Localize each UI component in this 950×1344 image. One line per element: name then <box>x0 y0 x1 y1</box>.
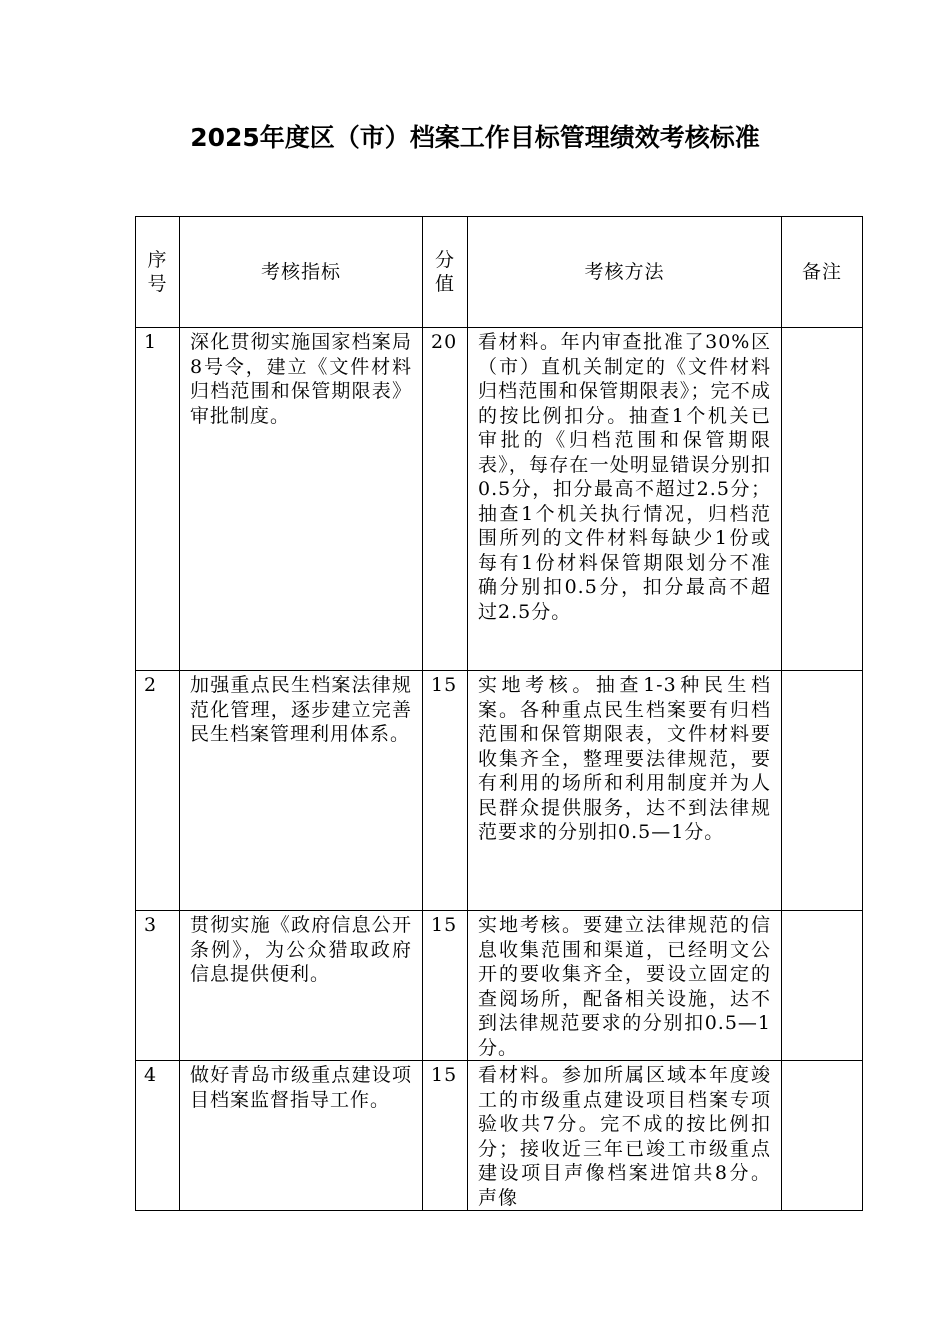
row-score: 20 <box>423 328 468 671</box>
row-score: 15 <box>423 671 468 911</box>
header-note: 备注 <box>782 217 863 328</box>
row-method: 看材料。参加所属区域本年度竣工的市级重点建设项目档案专项验收共7分。完不成的按比例扣分；接收近三年已竣工市级重点建设项目声像档案进馆共8分。声像 <box>468 1061 782 1211</box>
row-seq: 3 <box>136 911 180 1061</box>
header-indicator: 考核指标 <box>180 217 423 328</box>
row-indicator: 加强重点民生档案法律规范化管理，逐步建立完善民生档案管理利用体系。 <box>180 671 423 911</box>
header-method: 考核方法 <box>468 217 782 328</box>
row-note <box>782 328 863 671</box>
row-method: 看材料。年内审查批准了30%区（市）直机关制定的《文件材料归档范围和保管期限表》；完不成的按比例扣分。抽查1个机关已审批的《归档范围和保管期限表》，每存在一处明显错误分别扣0.5分，扣分最高不超过2.5分；抽查1个机关执行情况，归档范围所列的文件材料每缺少1份或每有1份材料保管期限划分不准确分别扣0.5分，扣分最高不超过2.5分。 <box>468 328 782 671</box>
row-score: 15 <box>423 911 468 1061</box>
row-note <box>782 671 863 911</box>
table-row <box>136 328 863 671</box>
assessment-standards-table <box>135 216 863 1211</box>
row-seq: 1 <box>136 328 180 671</box>
page-title: 2025年度区（市）档案工作目标管理绩效考核标准 <box>190 123 760 152</box>
row-method: 实地考核。要建立法律规范的信息收集范围和渠道，已经明文公开的要收集齐全，要设立固定的查阅场所，配备相关设施，达不到法律规范要求的分别扣0.5—1分。 <box>468 911 782 1061</box>
row-seq: 4 <box>136 1061 180 1211</box>
row-indicator: 贯彻实施《政府信息公开条例》，为公众猎取政府信息提供便利。 <box>180 911 423 1061</box>
row-score: 15 <box>423 1061 468 1211</box>
table-row <box>136 911 863 1061</box>
row-note <box>782 911 863 1061</box>
row-indicator: 深化贯彻实施国家档案局8号令，建立《文件材料归档范围和保管期限表》审批制度。 <box>180 328 423 671</box>
row-method: 实地考核。抽查1-3种民生档案。各种重点民生档案要有归档范围和保管期限表，文件材料要收集齐全，整理要法律规范，要有利用的场所和利用制度并为人民群众提供服务，达不到法律规范要求的分别扣0.5—1分。 <box>468 671 782 911</box>
row-note <box>782 1061 863 1211</box>
row-indicator: 做好青岛市级重点建设项目档案监督指导工作。 <box>180 1061 423 1211</box>
header-score: 分值 <box>423 217 468 328</box>
header-seq: 序号 <box>136 217 180 328</box>
table-header-row <box>136 217 863 328</box>
row-seq: 2 <box>136 671 180 911</box>
table-row <box>136 1061 863 1211</box>
table-row <box>136 671 863 911</box>
